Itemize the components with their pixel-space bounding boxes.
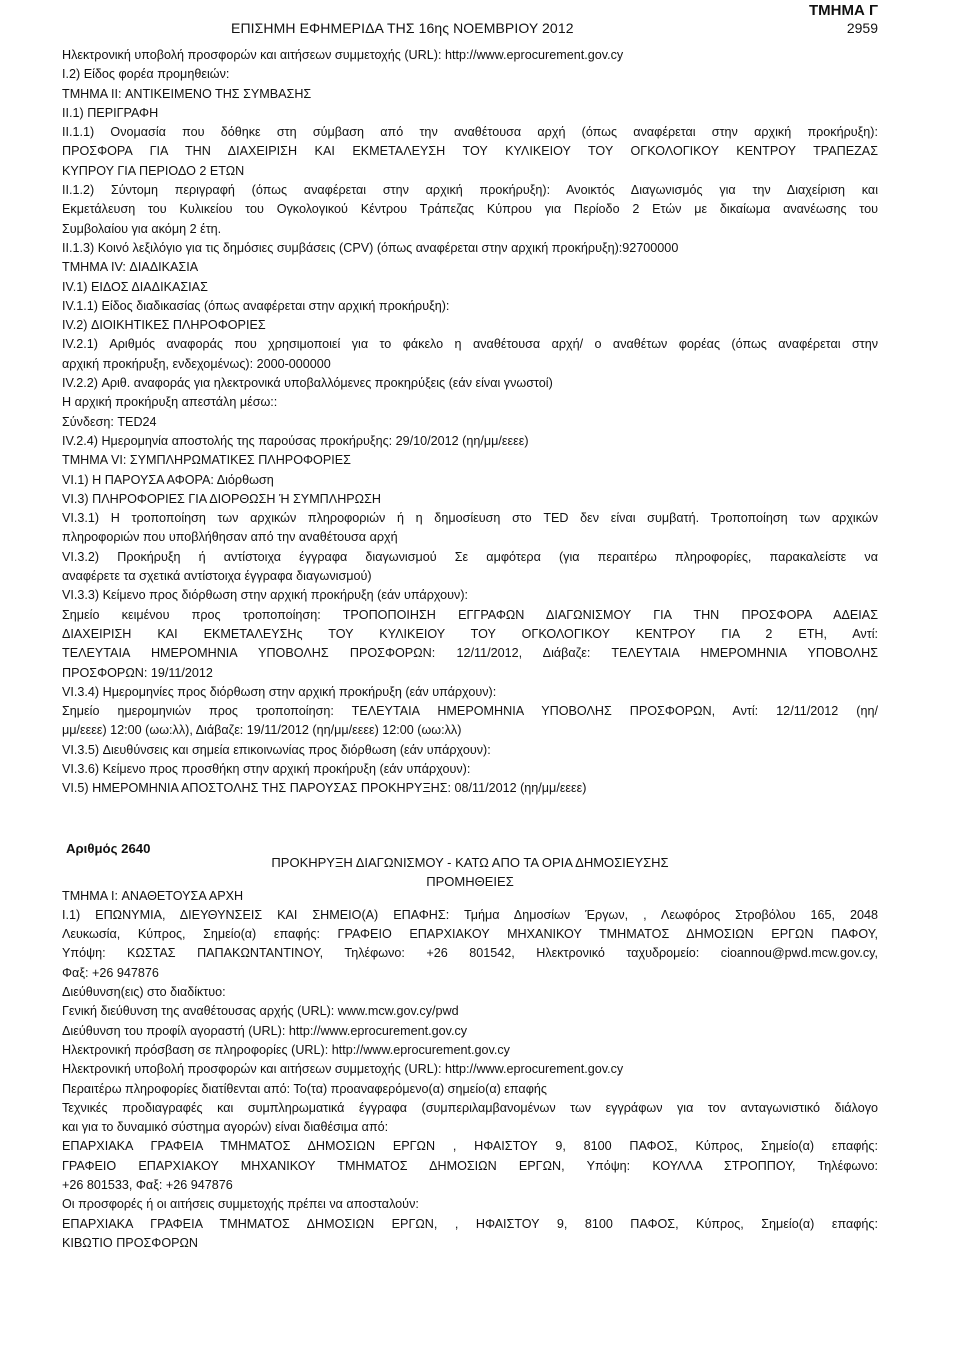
text-line: ΤΜΗΜΑ II: ΑΝΤΙΚΕΙΜΕΝΟ ΤΗΣ ΣΥΜΒΑΣΗΣ [62, 86, 312, 101]
text-line: VI.3.6) Κείμενο προς προσθήκη στην αρχική προκήρυξη (εάν υπάρχουν): [62, 761, 471, 776]
notice-number: Αριθμός 2640 [66, 840, 151, 856]
text-line: ΚΙΒΩΤΙΟ ΠΡΟΣΦΟΡΩΝ [62, 1235, 199, 1250]
tender-notice-body [62, 887, 878, 1254]
text-line: Τεχνικές προδιαγραφές και συμπληρωματικά έγγραφα (συμπεριλαμβανομένων των εγγράφων για τον ανταγωνιστικό διάλογο [62, 1100, 878, 1115]
text-line: IV.2.1) Αριθμός αναφοράς που χρησιμοποιεί για το φάκελο η αναθέτουσα αρχή/ ο αναθέτων φορέας (όπως αναφέρεται στην [62, 337, 878, 352]
text-line: ΠΡΟΣΦΟΡΩΝ: 19/11/2012 [62, 665, 213, 680]
text-line: VI.3.3) Κείμενο προς διόρθωση στην αρχική προκήρυξη (εάν υπάρχουν): [62, 588, 469, 603]
text-line: II.1.1) Ονομασία που δόθηκε στη σύμβαση από την αναθέτουσα αρχή (όπως αναφέρεται στην αρχική προκήρυξη): [62, 125, 878, 140]
page-header [62, 0, 878, 46]
gazette-title: ΕΠΙΣΗΜΗ ΕΦΗΜΕΡΙΔΑ ΤΗΣ 16ης ΝΟΕΜΒΡΙΟΥ 2012 [231, 20, 574, 36]
text-line: Εκμετάλευση του Κυλικείου του Ογκολογικού Κέντρου Τράπεζας Κύπρου για Περίοδο 2 Ετών με δικαίωμα ανανέωσης του [62, 202, 878, 217]
text-line: Περαιτέρω πληροφορίες διατίθενται από: Το(τα) προαναφερόμενο(α) σημείο(α) επαφής [62, 1081, 547, 1096]
text-line: VI.3.4) Ημερομηνίες προς διόρθωση στην αρχική προκήρυξη (εάν υπάρχουν): [62, 684, 497, 699]
text-line: Ηλεκτρονική υποβολή προσφορών και αιτήσεων συμμετοχής (URL): http://www.eprocurement.gov.cy [62, 1062, 624, 1077]
text-line: IV.2.2) Αριθ. αναφοράς για ηλεκτρονικά υποβαλλόμενες προκηρύξεις (εάν είναι γνωστοί) [62, 376, 553, 391]
text-line: II.1.2) Σύντομη περιγραφή (όπως αναφέρεται στην αρχική προκήρυξη): Ανοικτός Διαγωνισμός για την Διαχείριση και [62, 183, 878, 198]
notice-title [232, 853, 708, 891]
text-line: Φαξ: +26 947876 [62, 965, 159, 980]
text-line: ΠΡΟΣΦΟΡΑ ΓΙΑ ΤΗΝ ΔΙΑΧΕΙΡΙΣΗ ΚΑΙ ΕΚΜΕΤΑΛΕΥΣΗ ΤΟΥ ΚΥΛΙΚΕΙΟΥ ΤΟΥ ΟΓΚΟΛΟΓΙΚΟΥ ΚΕΝΤΡΟΥ ΤΡΑΠΕΖΑΣ [62, 144, 878, 159]
correction-notice-body [62, 46, 878, 799]
page-number: 2959 [846, 20, 878, 36]
text-line: Διεύθυνση του προφίλ αγοραστή (URL): http://www.eprocurement.gov.cy [62, 1023, 468, 1038]
text-line: IV.1) ΕΙΔΟΣ ΔΙΑΔΙΚΑΣΙΑΣ [62, 279, 208, 294]
text-line: ΤΜΗΜΑ IV: ΔΙΑΔΙΚΑΣΙΑ [62, 260, 199, 275]
text-line: ΕΠΑΡΧΙΑΚΑ ΓΡΑΦΕΙΑ ΤΜΗΜΑΤΟΣ ΔΗΜΟΣΙΩΝ ΕΡΓΩΝ, , ΗΦΑΙΣΤΟΥ 9, 8100 ΠΑΦΟΣ, Κύπρος, Σημείο(α) επαφής: [62, 1216, 878, 1231]
text-line: Ηλεκτρονική πρόσβαση σε πληροφορίες (URL): http://www.eprocurement.gov.cy [62, 1042, 510, 1057]
text-line: Υπόψη: ΚΩΣΤΑΣ ΠΑΠΑΚΩΝΤΑΝΤΙΝΟΥ, Τηλέφωνο: +26 801542, Ηλεκτρονικό ταχυδρομείο: cioannou@pwd.mcw.gov.cy, [62, 946, 878, 961]
text-line: Διεύθυνση(εις) στο διαδίκτυο: [62, 985, 226, 1000]
text-line: VI.5) ΗΜΕΡΟΜΗΝΙΑ ΑΠΟΣΤΟΛΗΣ ΤΗΣ ΠΑΡΟΥΣΑΣ ΠΡΟΚΗΡΥΞΗΣ: 08/11/2012 (ηη/μμ/εεεε) [62, 781, 587, 796]
text-line: Σημείο ημερομηνιών προς τροποποίηση: ΤΕΛΕΥΤΑΙΑ ΗΜΕΡΟΜΗΝΙΑ ΥΠΟΒΟΛΗΣ ΠΡΟΣΦΟΡΩΝ, Αντί: 12/11/2012 (ηη/ [62, 704, 878, 719]
text-line: Συμβολαίου για ακόμη 2 έτη. [62, 221, 222, 236]
text-line: VI.3.5) Διευθύνσεις και σημεία επικοινωνίας προς διόρθωση (εάν υπάρχουν): [62, 742, 491, 757]
text-line: IV.2.4) Ημερομηνία αποστολής της παρούσας προκήρυξης: 29/10/2012 (ηη/μμ/εεεε) [62, 433, 529, 448]
text-line: Γενική διεύθυνση της αναθέτουσας αρχής (URL): www.mcw.gov.cy/pwd [62, 1004, 459, 1019]
text-line: ΤΕΛΕΥΤΑΙΑ ΗΜΕΡΟΜΗΝΙΑ ΥΠΟΒΟΛΗΣ ΠΡΟΣΦΟΡΩΝ: 12/11/2012, Διάβαζε: ΤΕΛΕΥΤΑΙΑ ΗΜΕΡΟΜΗΝΙΑ ΥΠΟΒΟΛΗΣ [62, 646, 878, 661]
text-line: Οι προσφορές ή οι αιτήσεις συμμετοχής πρέπει να αποσταλούν: [62, 1197, 419, 1212]
text-line: II.1.3) Κοινό λεξιλόγιο για τις δημόσιες συμβάσεις (CPV) (όπως αναφέρεται στην αρχική προκήρυξη):92700000 [62, 240, 679, 255]
text-line: αναφέρετε τα σχετικά αντίστοιχα έγγραφα διαγωνισμού) [62, 569, 372, 584]
text-line: Η αρχική προκήρυξη απεστάλη μέσω:: [62, 395, 278, 410]
text-line: ΤΜΗΜΑ I: ΑΝΑΘΕΤΟΥΣΑ ΑΡΧΗ [62, 888, 244, 903]
text-line: Σημείο κειμένου προς τροποποίηση: ΤΡΟΠΟΠΟΙΗΣΗ ΕΓΓΡΑΦΩΝ ΔΙΑΓΩΝΙΣΜΟΥ ΓΙΑ ΤΗΝ ΠΡΟΣΦΟΡΑ ΑΔΕΙΑΣ [62, 607, 878, 622]
text-line: IV.2) ΔΙΟΙΚΗΤΙΚΕΣ ΠΛΗΡΟΦΟΡΙΕΣ [62, 318, 266, 333]
text-line: I.1) ΕΠΩΝΥΜΙΑ, ΔΙΕΥΘΥΝΣΕΙΣ ΚΑΙ ΣΗΜΕΙΟ(Α) ΕΠΑΦΗΣ: Τμήμα Δημοσίων Έργων, , Λεωφόρος Στροβόλου 165, 2048 [62, 907, 878, 922]
text-line: ΚΥΠΡΟΥ ΓΙΑ ΠΕΡΙΟΔΟ 2 ΕΤΩΝ [62, 163, 245, 178]
text-line: VI.3) ΠΛΗΡΟΦΟΡΙΕΣ ΓΙΑ ΔΙΟΡΘΩΣΗ Ή ΣΥΜΠΛΗΡΩΣΗ [62, 491, 381, 506]
document-page [62, 0, 878, 1253]
text-line: II.1) ΠΕΡΙΓΡΑΦΗ [62, 105, 159, 120]
text-line: VI.1) Η ΠΑΡΟΥΣΑ ΑΦΟΡΑ: Διόρθωση [62, 472, 274, 487]
notice-heading [62, 839, 878, 887]
text-line: μμ/εεεε) 12:00 (ωω:λλ), Διάβαζε: 19/11/2012 (ηη/μμ/εεεε) 12:00 (ωω:λλ) [62, 723, 462, 738]
text-line: I.2) Είδος φορέα προμηθειών: [62, 67, 230, 82]
text-line: VI.3.2) Προκήρυξη ή αντίστοιχα έγγραφα διαγωνισμού Σε αμφότερα (για περαιτέρω πληροφορίες, παρακαλείστε να [62, 549, 878, 564]
text-line: ΕΠΑΡΧΙΑΚΑ ΓΡΑΦΕΙΑ ΤΜΗΜΑΤΟΣ ΔΗΜΟΣΙΩΝ ΕΡΓΩΝ , ΗΦΑΙΣΤΟΥ 9, 8100 ΠΑΦΟΣ, Κύπρος, Σημείο(α) επαφής: [62, 1139, 878, 1154]
text-line: ΔΙΑΧΕΙΡΙΣΗ ΚΑΙ ΕΚΜΕΤΑΛΕΥΣΗς ΤΟΥ ΚΥΛΙΚΕΙΟΥ ΤΟΥ ΟΓΚΟΛΟΓΙΚΟΥ ΚΕΝΤΡΟΥ ΓΙΑ 2 ΕΤΗ, Αντί: [62, 626, 878, 641]
text-line: ΓΡΑΦΕΙΟ ΕΠΑΡΧΙΑΚΟΥ ΜΗΧΑΝΙΚΟΥ ΤΜΗΜΑΤΟΣ ΔΗΜΟΣΙΩΝ ΕΡΓΩΝ, Υπόψη: ΚΟΥΛΛΑ ΣΤΡΟΠΠΟΥ, Τηλέφωνο: [62, 1158, 878, 1173]
section-label: ΤΜΗΜΑ Γ [808, 2, 878, 19]
notice-title-line: ΠΡΟΜΗΘΕΙΕΣ [426, 873, 514, 889]
text-line: αρχική προκήρυξη, ενδεχομένως): 2000-000000 [62, 356, 331, 371]
text-line: πληροφοριών που υποβλήθησαν από την αναθέτουσα αρχή [62, 530, 398, 545]
text-line: ΤΜΗΜΑ VI: ΣΥΜΠΛΗΡΩΜΑΤΙΚΕΣ ΠΛΗΡΟΦΟΡΙΕΣ [62, 453, 351, 468]
text-line: Ηλεκτρονική υποβολή προσφορών και αιτήσεων συμμετοχής (URL): http://www.eprocurement.gov.cy [62, 48, 624, 62]
text-line: IV.1.1) Είδος διαδικασίας (όπως αναφέρεται στην αρχική προκήρυξη): [62, 298, 450, 313]
text-line: VI.3.1) Η τροποποίηση των αρχικών πληροφοριών ή η δημοσίευση στο TED δεν είναι συμβατή. Τροποποίηση των αρχικών [62, 511, 878, 526]
text-line: Λευκωσία, Κύπρος, Σημείο(α) επαφής: ΓΡΑΦΕΙΟ ΕΠΑΡΧΙΑΚΟΥ ΜΗΧΑΝΙΚΟΥ ΤΜΗΜΑΤΟΣ ΔΗΜΟΣΙΩΝ ΕΡΓΩΝ ΠΑΦΟΥ, [62, 927, 878, 942]
notice-title-line: ΠΡΟΚΗΡΥΞΗ ΔΙΑΓΩΝΙΣΜΟΥ - ΚΑΤΩ ΑΠΟ ΤΑ ΟΡΙΑ ΔΗΜΟΣΙΕΥΣΗΣ [271, 854, 669, 870]
text-line: Σύνδεση: TED24 [62, 414, 157, 429]
text-line: και για το δυναμικό σύστημα αγορών) είναι διαθέσιμα από: [62, 1120, 389, 1135]
text-line: +26 801533, Φαξ: +26 947876 [62, 1178, 233, 1193]
